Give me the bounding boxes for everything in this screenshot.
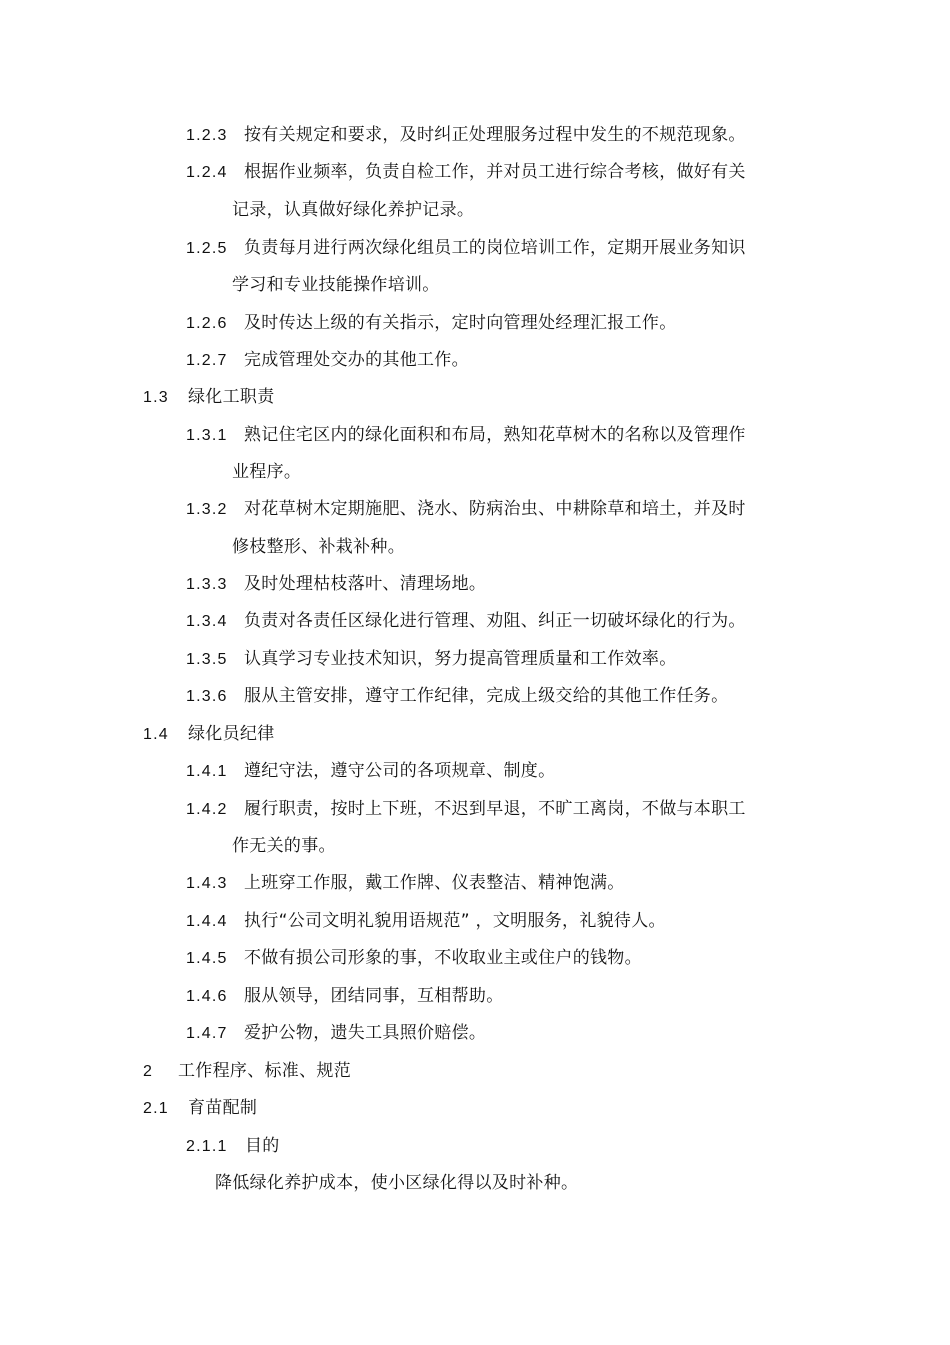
item-number: 1.3.2 [186,501,228,518]
item-1-2-7 [186,349,469,372]
item-number: 1.4.2 [186,801,228,818]
item-number: 1.2.4 [186,164,228,181]
item-number: 1.2.5 [186,240,228,257]
item-1-4-2-continuation: 作无关的事。 [232,836,336,856]
item-number: 1.4.4 [186,913,228,930]
item-1-2-4 [186,161,746,184]
item-number: 1.2.7 [186,352,228,369]
item-text: 及时处理枯枝落叶、清理场地。 [244,574,487,594]
item-text: 遵纪守法，遵守公司的各项规章、制度。 [244,761,556,781]
item-text: 完成管理处交办的其他工作。 [244,350,469,370]
item-1-2-5-continuation: 学习和专业技能操作培训。 [232,275,440,295]
item-text: 服从主管安排，遵守工作纪律，完成上级交给的其他工作任务。 [244,686,729,706]
item-text: 目的 [245,1136,280,1156]
item-text: 认真学习专业技术知识，努力提高管理质量和工作效率。 [244,649,677,669]
item-1-3-1 [186,424,746,447]
item-1-3-2-continuation: 修枝整形、补栽补种。 [232,537,405,557]
item-text: 爱护公物，遗失工具照价赔偿。 [244,1023,487,1043]
section-number: 1.3 [143,389,169,406]
item-1-2-3 [186,124,746,147]
item-number: 1.2.6 [186,315,228,332]
body-paragraph: 降低绿化养护成本，使小区绿化得以及时补种。 [215,1173,579,1193]
item-1-3-6 [186,685,728,708]
section-title: 育苗配制 [188,1098,258,1118]
chapter-2 [143,1060,351,1083]
item-text: 对花草树木定期施肥、浇水、防病治虫、中耕除草和培土，并及时 [244,499,746,519]
item-1-3-5 [186,648,677,671]
item-text: 按有关规定和要求，及时纠正处理服务过程中发生的不规范现象。 [244,125,746,145]
item-number: 1.3.1 [186,427,228,444]
item-number: 1.4.5 [186,950,228,967]
item-1-4-1 [186,760,555,783]
section-number: 1.4 [143,726,169,743]
item-1-2-4-continuation: 记录，认真做好绿化养护记录。 [232,200,475,220]
item-text: 上班穿工作服，戴工作牌、仪表整洁、精神饱满。 [244,873,625,893]
item-text: 不做有损公司形象的事，不收取业主或住户的钱物。 [244,948,642,968]
item-text: 及时传达上级的有关指示，定时向管理处经理汇报工作。 [244,313,677,333]
item-number: 1.4.6 [186,988,228,1005]
section-title: 绿化员纪律 [188,724,275,744]
item-1-3-3 [186,573,486,596]
item-text: 熟记住宅区内的绿化面积和布局，熟知花草树木的名称以及管理作 [244,425,746,445]
item-text: 执行“公司文明礼貌用语规范” ，文明服务，礼貌待人。 [244,911,666,931]
item-text: 负责每月进行两次绿化组员工的岗位培训工作，定期开展业务知识 [244,238,746,258]
item-1-2-5 [186,237,746,260]
item-2-1-1 [186,1135,280,1158]
item-1-4-4 [186,910,666,933]
item-number: 1.3.5 [186,651,228,668]
section-1-3 [143,386,275,409]
section-title: 绿化工职责 [188,387,275,407]
item-number: 1.3.4 [186,613,228,630]
item-1-3-4 [186,610,746,633]
item-text: 服从领导，团结同事，互相帮助。 [244,986,504,1006]
chapter-number: 2 [143,1063,154,1080]
item-1-4-3 [186,872,625,895]
item-1-3-2 [186,498,746,521]
item-number: 1.4.3 [186,875,228,892]
item-number: 1.3.3 [186,576,228,593]
item-text: 根据作业频率，负责自检工作，并对员工进行综合考核，做好有关 [244,162,746,182]
item-number: 1.2.3 [186,127,228,144]
item-1-2-6 [186,312,677,335]
item-number: 1.3.6 [186,688,228,705]
item-1-3-1-continuation: 业程序。 [232,462,302,482]
item-1-4-7 [186,1022,486,1045]
chapter-title: 工作程序、标准、规范 [178,1061,351,1081]
item-number: 1.4.1 [186,763,228,780]
item-number: 2.1.1 [186,1138,228,1155]
item-1-4-2 [186,798,746,821]
section-1-4 [143,723,275,746]
item-text: 负责对各责任区绿化进行管理、劝阻、纠正一切破坏绿化的行为。 [244,611,746,631]
item-1-4-6 [186,985,504,1008]
section-number: 2.1 [143,1100,169,1117]
item-number: 1.4.7 [186,1025,228,1042]
item-text: 履行职责，按时上下班，不迟到早退，不旷工离岗，不做与本职工 [244,799,746,819]
section-2-1 [143,1097,257,1120]
item-1-4-5 [186,947,642,970]
